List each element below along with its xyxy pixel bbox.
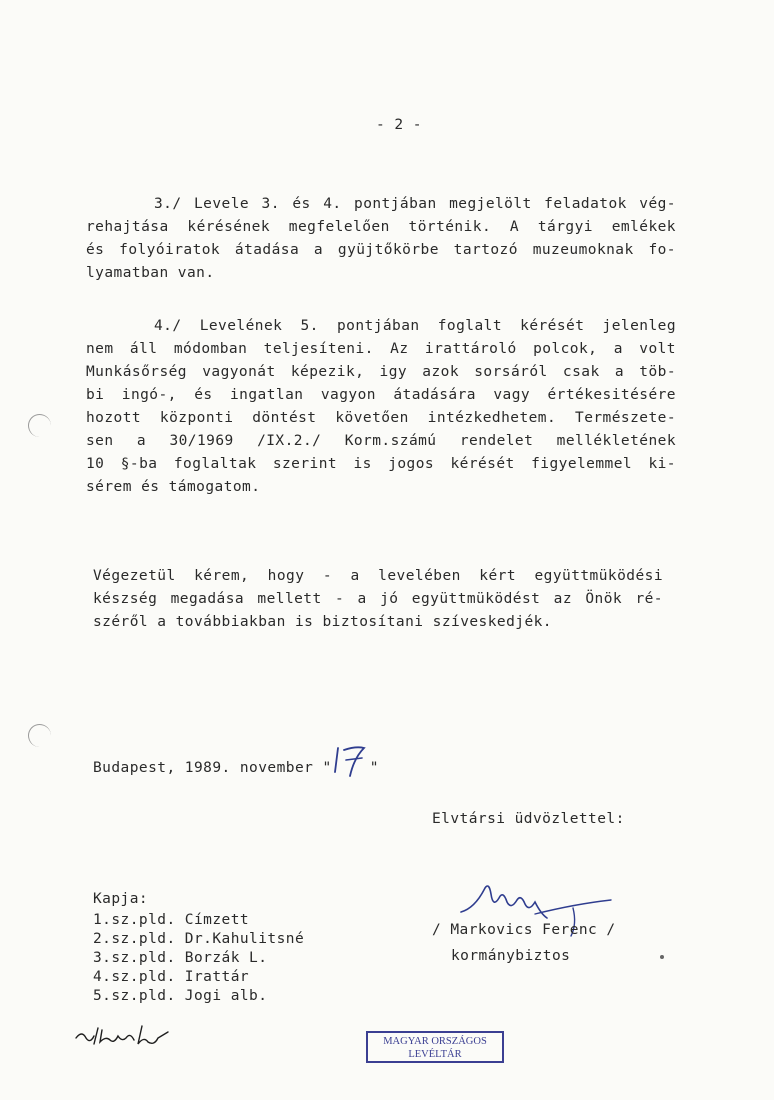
signer-title: kormánybiztos xyxy=(451,948,571,964)
stamp-line: MAGYAR ORSZÁGOS xyxy=(383,1036,487,1047)
paragraph-line: bi ingó-, és ingatlan vagyon átadására vagy értékesitésére xyxy=(86,387,676,403)
initials-drawing xyxy=(72,1022,182,1050)
paragraph-4 xyxy=(86,315,676,499)
signer-name: / Markovics Ferenc / xyxy=(432,922,616,938)
archive-stamp xyxy=(366,1031,504,1063)
paragraph-final xyxy=(93,565,663,634)
paragraph-line: sérem és támogatom. xyxy=(86,479,261,495)
distribution-item: 3.sz.pld. Borzák L. xyxy=(93,950,268,966)
paragraph-line: sen a 30/1969 /IX.2./ Korm.számú rendelet mellékletének xyxy=(86,433,676,449)
distribution-item: 2.sz.pld. Dr.Kahulitsné xyxy=(93,931,305,947)
paragraph-line: Végezetül kérem, hogy - a levelében kért együttmüködési xyxy=(93,568,663,584)
page-number: - 2 - xyxy=(376,117,422,133)
paragraph-line: hozott központi döntést követően intézkedhetem. Természete- xyxy=(86,410,676,426)
paragraph-line: 3./ Levele 3. és 4. pontjában megjelölt feladatok vég- xyxy=(154,196,676,212)
distribution-heading: Kapja: xyxy=(93,891,149,907)
handwritten-initials xyxy=(72,1022,182,1054)
paragraph-line: széről a továbbiakban is biztosítani szíveskedjék. xyxy=(93,614,552,630)
paragraph-line: nem áll módomban teljesíteni. Az irattároló polcok, a volt xyxy=(86,341,676,357)
paragraph-line: készség megadása mellett - a jó együttmüködést az Önök ré- xyxy=(93,591,663,607)
distribution-item: 1.sz.pld. Címzett xyxy=(93,912,250,928)
date-suffix: " xyxy=(369,760,379,776)
punch-hole-mark xyxy=(28,724,51,747)
ink-speck xyxy=(660,955,664,959)
punch-hole-mark xyxy=(28,414,51,437)
distribution-item: 4.sz.pld. Irattár xyxy=(93,969,250,985)
stamp-line: LEVÉLTÁR xyxy=(408,1049,462,1060)
paragraph-line: 4./ Levelének 5. pontjában foglalt kérését jelenleg xyxy=(154,318,676,334)
handwritten-day-drawing xyxy=(332,742,372,778)
paragraph-line: rehajtása kérésének megfelelően történik. A tárgyi emlékek xyxy=(86,219,676,235)
closing-salutation: Elvtársi üdvözlettel: xyxy=(432,811,625,827)
paragraph-3 xyxy=(86,193,676,285)
paragraph-line: Munkásőrség vagyonát képezik, igy azok sorsáról csak a töb- xyxy=(86,364,676,380)
distribution-list xyxy=(93,911,304,1006)
date-prefix: Budapest, 1989. november " xyxy=(93,760,332,776)
paragraph-line: lyamatban van. xyxy=(86,265,215,281)
paragraph-line: 10 §-ba foglaltak szerint is jogos kérését figyelemmel ki- xyxy=(86,456,676,472)
handwritten-day xyxy=(332,742,372,782)
paragraph-line: és folyóiratok átadása a gyüjtőkörbe tartozó muzeumoknak fo- xyxy=(86,242,676,258)
distribution-item: 5.sz.pld. Jogi alb. xyxy=(93,988,268,1004)
